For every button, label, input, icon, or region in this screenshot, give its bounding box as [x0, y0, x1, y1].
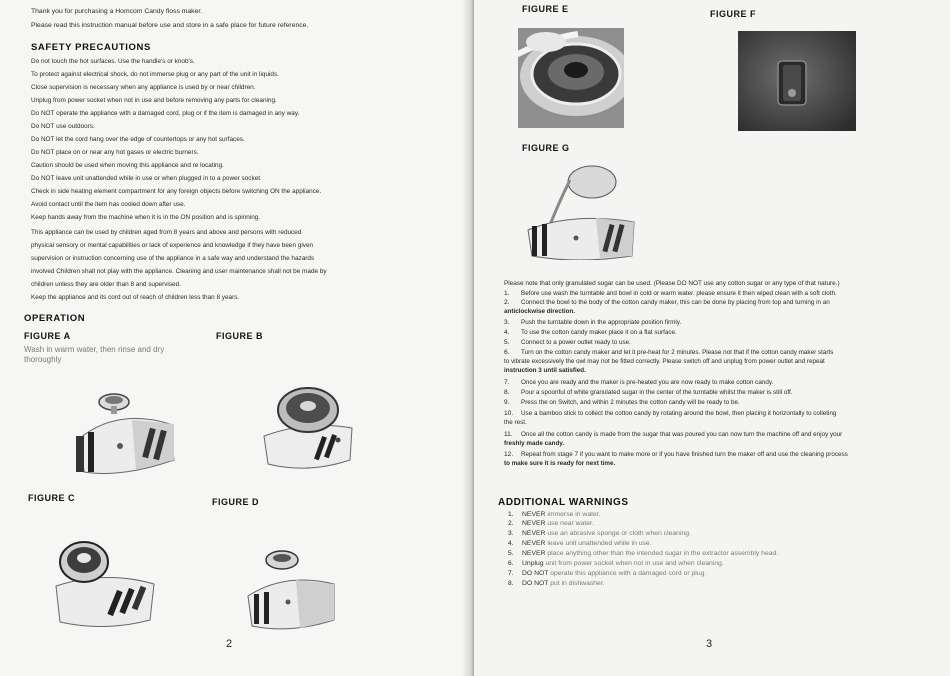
safety-line: Unplug from power socket when not in use and before removing any parts for cleaning. — [31, 97, 277, 104]
step-number: 7. — [504, 379, 510, 386]
safety-line: This appliance can be used by children aged from 8 years and above and persons with reduced — [31, 229, 302, 236]
warning-text: place anything other than the intended sugar in the extractor assembly head. — [547, 550, 779, 557]
step-number: 3. — [504, 319, 510, 326]
safety-line: Do NOT place on or near any hot gases or electric burners. — [31, 149, 199, 156]
safety-line: supervision or instruction concerning use of the appliance in a safe way and understand the hazards — [31, 255, 315, 262]
additional-warnings-heading: ADDITIONAL WARNINGS — [498, 497, 629, 508]
step-text: anticlockwise direction. — [504, 308, 576, 315]
warning-keyword: NEVER — [522, 540, 546, 547]
step-number: 2. — [504, 299, 510, 306]
step-number: 6. — [504, 349, 510, 356]
warning-number: 8. — [508, 580, 514, 587]
step-text: Connect the bowl to the body of the cotton candy maker, this can be done by placing from top and turning in an — [521, 299, 830, 306]
figure-d-label: FIGURE D — [212, 497, 260, 507]
warning-text: use near water. — [547, 520, 594, 527]
warning-text: leave unit unattended while in use. — [547, 540, 652, 547]
safety-line: Check in side heating element compartment for any foreign objects before switching ON the appliance. — [31, 188, 322, 195]
step-text: Push the turntable down in the appropriate position firmly. — [521, 319, 682, 326]
intro-line-2: Please read this instruction manual before use and store in a safe place for future reference. — [31, 22, 309, 29]
step-number: 4. — [504, 329, 510, 336]
warning-number: 6. — [508, 560, 514, 567]
safety-line: Do NOT leave unit unattended while in use or when plugged in to a power socket. — [31, 175, 262, 182]
warning-number: 7. — [508, 570, 514, 577]
safety-line: Do not touch the hot surfaces. Use the handle's or knob's. — [31, 58, 195, 65]
safety-precautions-heading: SAFETY PRECAUTIONS — [31, 42, 151, 53]
warning-text: use an abrasive sponge or cloth when cleaning. — [547, 530, 691, 537]
safety-line: Do NOT let the cord hang over the edge of countertops or any hot surfaces. — [31, 136, 245, 143]
warning-keyword: NEVER — [522, 550, 546, 557]
step-text: To use the cotton candy maker place it on a flat surface. — [521, 329, 677, 336]
figure-c-image — [50, 536, 160, 632]
step-text: Press the on Switch, and within 2 minutes the cotton candy will be ready to be. — [521, 399, 740, 406]
step-text: to vibrate excessively the owl may not be fitted correctly. Please switch off and unplug from power outlet and repeat — [504, 358, 825, 365]
warning-number: 1. — [508, 511, 514, 518]
safety-line: Keep hands away from the machine when it is in the ON position and is spinning. — [31, 214, 261, 221]
safety-line: involved Children shall not play with the appliance. Cleaning and user maintenance shall not be made by — [31, 268, 327, 275]
figure-a-image — [62, 380, 182, 480]
warning-keyword: NEVER — [522, 520, 546, 527]
step-text: Once you are ready and the maker is pre-heated you are now ready to make cotton candy. — [521, 379, 774, 386]
warning-keyword: DO NOT — [522, 580, 549, 587]
safety-line: To protect against electrical shock, do not immerse plug or any part of the unit in liquids. — [31, 71, 279, 78]
warning-number: 2. — [508, 520, 514, 527]
warning-text: immerse in water. — [547, 511, 601, 518]
warning-number: 3. — [508, 530, 514, 537]
safety-line: children unless they are older than 8 and supervised. — [31, 281, 181, 288]
operation-heading: OPERATION — [24, 313, 86, 324]
step-text: Connect to a power outlet ready to use. — [521, 339, 631, 346]
step-text: Before use wash the turntable and bowl in cold or warm water. please ensure it then wiped clean with a soft cloth. — [521, 290, 837, 297]
figure-a-note-cont: thoroughly — [24, 355, 62, 364]
step-text: Pour a spoonful of white granulated sugar in the center of the turntable whilst the maker is still off. — [521, 389, 793, 396]
step-text: the rest. — [504, 419, 527, 426]
figure-b-label: FIGURE B — [216, 331, 264, 341]
figure-a-label: FIGURE A — [24, 331, 71, 341]
safety-line: Do NOT use outdoors. — [31, 123, 95, 130]
granulated-sugar-note: Please note that only granulated sugar can be used. (Please DO NOT use any cotton sugar or any type of that nature.) — [504, 280, 840, 287]
figure-c-label: FIGURE C — [28, 493, 76, 503]
step-text: Repeat from stage 7 if you want to make more or if you have finished turn the maker off and use the cleaning process — [521, 451, 848, 458]
warning-keyword: NEVER — [522, 511, 546, 518]
step-text: Use a bamboo stick to collect the cotton candy by rotating around the bowl, then placing it horizontally to colleting — [521, 410, 837, 417]
step-text: instruction 3 until satisfied. — [504, 367, 586, 374]
figure-f-image — [738, 31, 856, 131]
figure-g-label: FIGURE G — [522, 143, 570, 153]
intro-line-1: Thank you for purchasing a Homcom Candy floss maker. — [31, 8, 203, 15]
safety-line: Avoid contact until the item has cooled down after use. — [31, 201, 186, 208]
warning-text: put in dishwasher. — [550, 580, 605, 587]
step-number: 12. — [504, 451, 514, 458]
page-number-right: 3 — [706, 638, 713, 650]
safety-line: Do NOT operate the appliance with a damaged cord, plug or if the item is damaged in any way. — [31, 110, 300, 117]
page-number-left: 2 — [226, 638, 233, 650]
page-2 — [0, 0, 470, 676]
warning-text: operate this appliance with a damaged cord or plug. — [550, 570, 707, 577]
warning-keyword: Unplug — [522, 560, 544, 567]
step-number: 11. — [504, 431, 513, 438]
step-text: Once all the cotton candy is made from the sugar that was poured you can now turn the machine off and enjoy your — [521, 431, 843, 438]
step-text: freshly made candy. — [504, 440, 565, 447]
figure-e-label: FIGURE E — [522, 4, 569, 14]
step-number: 5. — [504, 339, 510, 346]
page-3 — [474, 0, 950, 676]
safety-line: Keep the appliance and its cord out of reach of children less than 8 years. — [31, 294, 240, 301]
step-number: 8. — [504, 389, 510, 396]
figure-f-label: FIGURE F — [710, 9, 756, 19]
safety-line: Close supervision is necessary when any appliance is used by or near children. — [31, 84, 256, 91]
safety-line: Caution should be used when moving this appliance and re locating. — [31, 162, 224, 169]
figure-e-image — [518, 28, 624, 128]
warning-text: unit from power socket when not in use and when cleaning. — [545, 560, 724, 567]
safety-line: physical sensory or mental capabilities or lack of experience and knowledge if they have been given — [31, 242, 314, 249]
step-number: 10. — [504, 410, 514, 417]
figure-b-image — [258, 376, 358, 476]
step-number: 1. — [504, 290, 510, 297]
step-text: Turn on the cotton candy maker and let it pre-heat for 2 minutes. Please not that if the cotton candy maker starts — [521, 349, 834, 356]
warning-keyword: DO NOT — [522, 570, 549, 577]
step-text: to make sure it is ready for next time. — [504, 460, 616, 467]
figure-g-image — [522, 160, 642, 260]
step-number: 9. — [504, 399, 510, 406]
figure-d-image — [240, 544, 340, 634]
figure-a-note: Wash in warm water, then rinse and dry — [24, 345, 165, 354]
warning-keyword: NEVER — [522, 530, 546, 537]
warning-number: 4. — [508, 540, 514, 547]
warning-number: 5. — [508, 550, 514, 557]
